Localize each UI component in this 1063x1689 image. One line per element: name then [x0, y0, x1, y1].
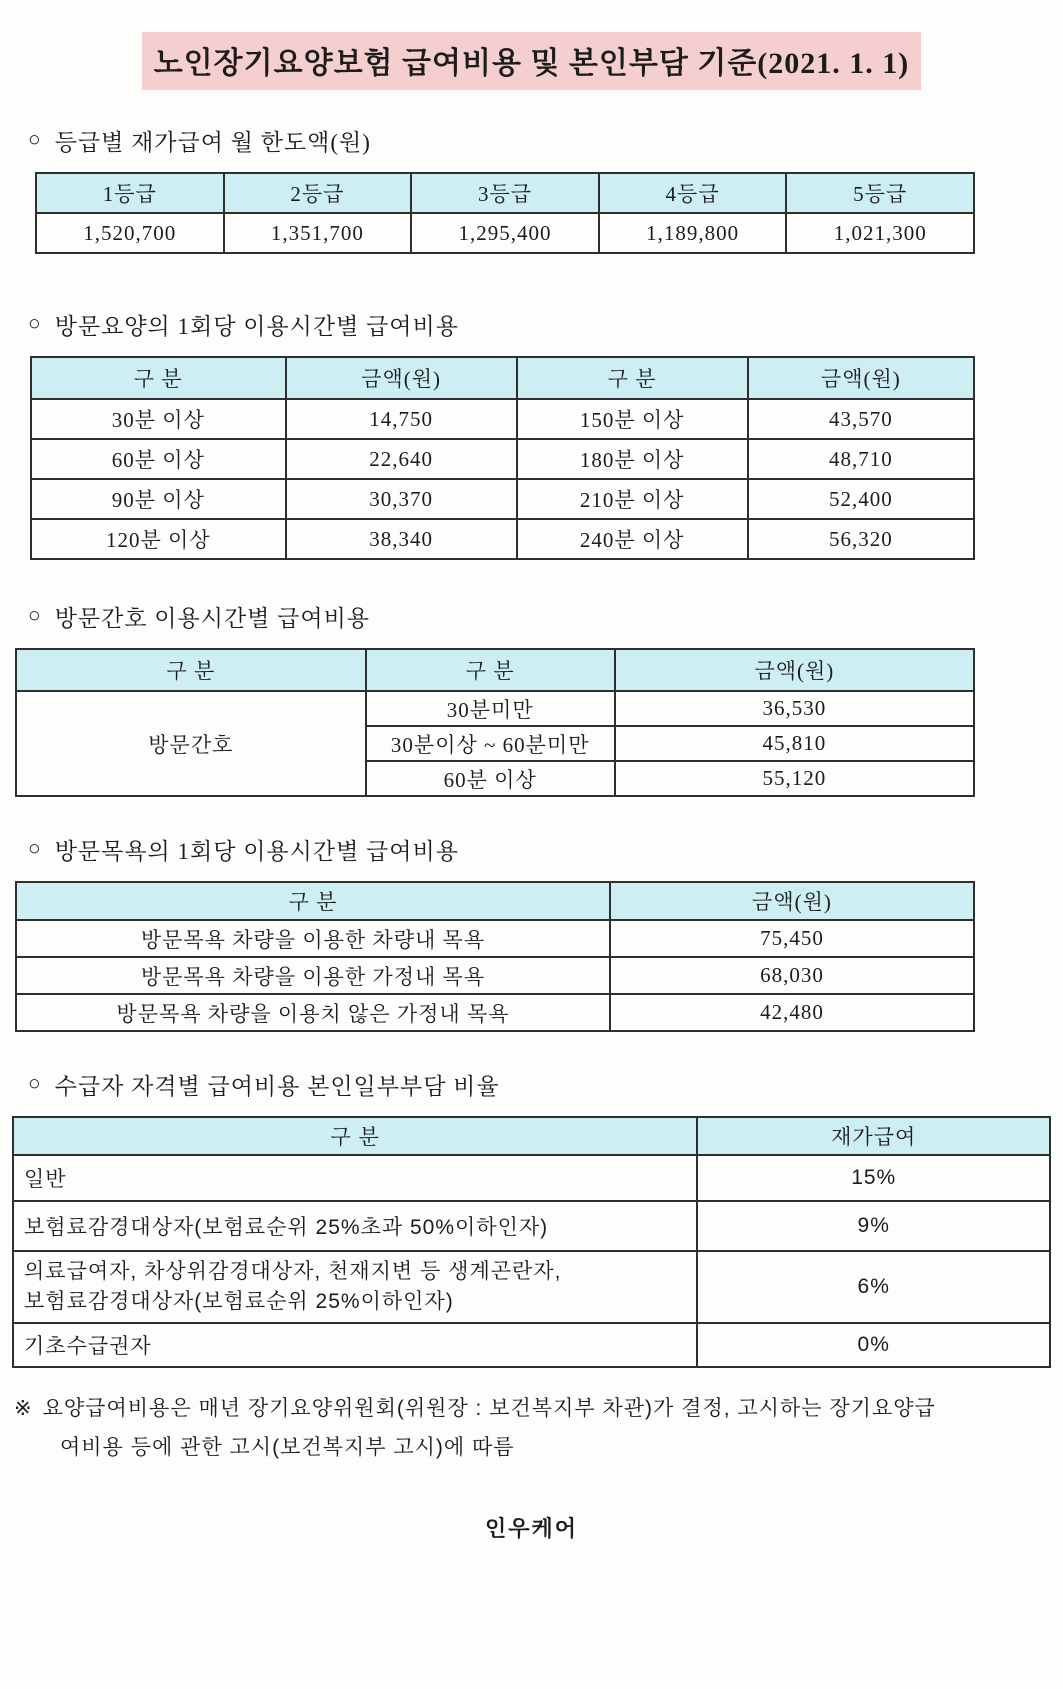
beneficiary-type-cell: 기초수급권자: [13, 1323, 697, 1367]
amount-cell: 38,340: [286, 519, 517, 559]
amount-cell: 68,030: [610, 957, 974, 994]
table-header-row: [36, 173, 974, 213]
grade-header-cell: 4등급: [599, 173, 787, 213]
grade-header-cell: 5등급: [786, 173, 974, 213]
circle-bullet-icon: ○: [28, 311, 42, 335]
table-header-cell: 금액(원): [748, 357, 974, 399]
grade-header-cell: 3등급: [411, 173, 599, 213]
section-heading-copayment: [28, 1068, 1063, 1101]
table-row: [16, 920, 974, 957]
amount-cell: 22,640: [286, 439, 517, 479]
visit-bath-table: [15, 881, 975, 1032]
ratio-cell: 9%: [697, 1201, 1050, 1251]
amount-cell: 75,450: [610, 920, 974, 957]
group-label-cell: 방문간호: [16, 691, 366, 796]
grade-amount-cell: 1,021,300: [786, 213, 974, 253]
duration-cell: 210분 이상: [517, 479, 748, 519]
footnote-text: 여비용 등에 관한 고시(보건복지부 고시)에 따름: [60, 1435, 515, 1459]
circle-bullet-icon: ○: [28, 836, 42, 860]
table-row: [16, 957, 974, 994]
section-heading-text: 등급별 재가급여 월 한도액(원): [54, 130, 371, 155]
circle-bullet-icon: ○: [28, 1071, 42, 1095]
section-heading-text: 방문간호 이용시간별 급여비용: [54, 606, 371, 631]
circle-bullet-icon: ○: [28, 603, 42, 627]
table-row: [13, 1323, 1050, 1367]
page-title: 노인장기요양보험 급여비용 및 본인부담 기준(2021. 1. 1): [142, 32, 922, 90]
amount-cell: 48,710: [748, 439, 974, 479]
table-header-row: [13, 1117, 1050, 1155]
duration-cell: 150분 이상: [517, 399, 748, 439]
section-heading-visit-bath: [28, 833, 1063, 866]
table-header-row: [16, 882, 974, 920]
service-type-cell: 방문목욕 차량을 이용한 차량내 목욕: [16, 920, 610, 957]
beneficiary-type-cell: 보험료감경대상자(보험료순위 25%초과 50%이하인자): [13, 1201, 697, 1251]
amount-cell: 45,810: [615, 726, 974, 761]
duration-cell: 90분 이상: [31, 479, 286, 519]
amount-cell: 52,400: [748, 479, 974, 519]
section-heading-text: 수급자 자격별 급여비용 본인일부부담 비율: [54, 1074, 500, 1099]
reference-mark-icon: ※: [14, 1397, 33, 1420]
footnote-text: 요양급여비용은 매년 장기요양위원회(위원장 : 보건복지부 차관)가 결정, 고시하는 장기요양급: [42, 1397, 936, 1420]
duration-cell: 30분미만: [366, 691, 615, 726]
table-row: [36, 213, 974, 253]
table-header-cell: 구 분: [31, 357, 286, 399]
title-row: [0, 0, 1063, 90]
footer-brand: 인우케어: [484, 1516, 578, 1541]
grade-amount-cell: 1,189,800: [599, 213, 787, 253]
table-row: [16, 994, 974, 1031]
table-header-cell: 재가급여: [697, 1117, 1050, 1155]
amount-cell: 42,480: [610, 994, 974, 1031]
copayment-table: [12, 1116, 1051, 1368]
amount-cell: 43,570: [748, 399, 974, 439]
section-heading-visit-nursing: [28, 600, 1063, 633]
table-header-cell: 구 분: [517, 357, 748, 399]
duration-cell: 120분 이상: [31, 519, 286, 559]
beneficiary-type-cell: [13, 1251, 697, 1323]
beneficiary-type-line: 보험료감경대상자(보험료순위 25%이하인자): [24, 1290, 454, 1313]
section-heading-text: 방문요양의 1회당 이용시간별 급여비용: [54, 314, 459, 339]
service-type-cell: 방문목욕 차량을 이용치 않은 가정내 목욕: [16, 994, 610, 1031]
duration-cell: 240분 이상: [517, 519, 748, 559]
table-row: [31, 479, 974, 519]
duration-cell: 30분 이상: [31, 399, 286, 439]
ratio-cell: 15%: [697, 1155, 1050, 1201]
table-header-cell: 금액(원): [286, 357, 517, 399]
amount-cell: 30,370: [286, 479, 517, 519]
service-type-cell: 방문목욕 차량을 이용한 가정내 목욕: [16, 957, 610, 994]
footnote-line: [14, 1390, 1043, 1429]
table-header-row: [31, 357, 974, 399]
table-row: [16, 691, 974, 726]
visit-nursing-table: [15, 648, 975, 797]
table-row: [31, 399, 974, 439]
grade-header-cell: 1등급: [36, 173, 224, 213]
table-header-cell: 구 분: [366, 649, 615, 691]
amount-cell: 36,530: [615, 691, 974, 726]
table-header-cell: 금액(원): [610, 882, 974, 920]
section-heading-visit-care: [28, 308, 1063, 341]
amount-cell: 14,750: [286, 399, 517, 439]
beneficiary-type-line: 의료급여자, 차상위감경대상자, 천재지변 등 생계곤란자,: [24, 1260, 562, 1283]
table-header-cell: 구 분: [16, 882, 610, 920]
table-header-cell: 구 분: [16, 649, 366, 691]
footnote: [14, 1390, 1043, 1468]
beneficiary-type-cell: 일반: [13, 1155, 697, 1201]
ratio-cell: 0%: [697, 1323, 1050, 1367]
table-row: [13, 1155, 1050, 1201]
circle-bullet-icon: ○: [28, 127, 42, 151]
grade-amount-cell: 1,351,700: [224, 213, 412, 253]
grade-amount-cell: 1,520,700: [36, 213, 224, 253]
ratio-cell: 6%: [697, 1251, 1050, 1323]
table-row: [13, 1201, 1050, 1251]
grade-header-cell: 2등급: [224, 173, 412, 213]
grade-amount-cell: 1,295,400: [411, 213, 599, 253]
monthly-limit-table: [35, 172, 975, 254]
table-row: [31, 519, 974, 559]
amount-cell: 56,320: [748, 519, 974, 559]
table-header-cell: 구 분: [13, 1117, 697, 1155]
amount-cell: 55,120: [615, 761, 974, 796]
table-row: [31, 439, 974, 479]
table-row: [13, 1251, 1050, 1323]
duration-cell: 180분 이상: [517, 439, 748, 479]
duration-cell: 60분 이상: [366, 761, 615, 796]
table-header-cell: 금액(원): [615, 649, 974, 691]
visit-care-table: [30, 356, 975, 560]
section-heading-text: 방문목욕의 1회당 이용시간별 급여비용: [54, 839, 459, 864]
section-heading-monthly-limit: [28, 124, 1063, 157]
duration-cell: 30분이상 ~ 60분미만: [366, 726, 615, 761]
duration-cell: 60분 이상: [31, 439, 286, 479]
table-header-row: [16, 649, 974, 691]
